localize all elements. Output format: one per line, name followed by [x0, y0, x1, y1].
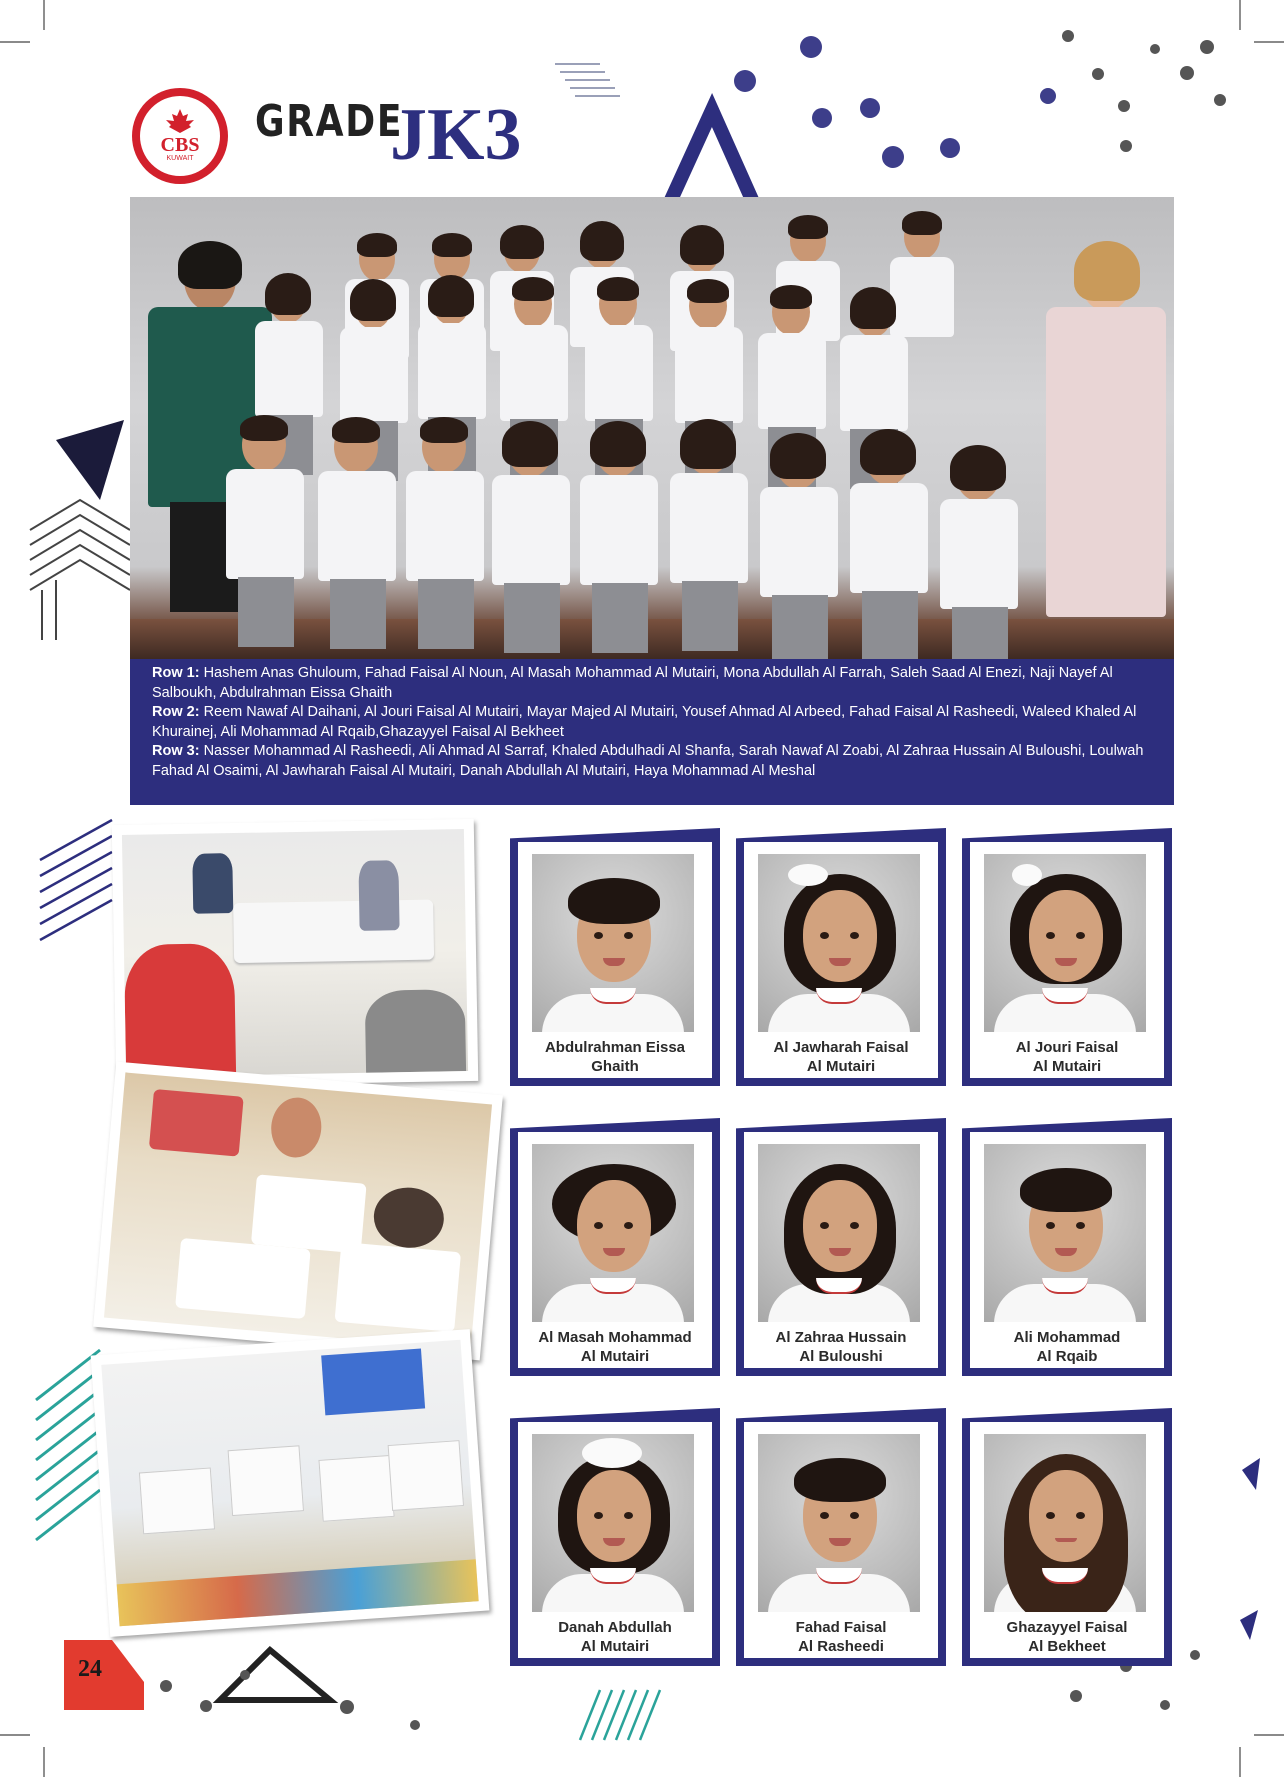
deco-dot	[240, 1670, 250, 1680]
deco-dot	[1160, 1700, 1170, 1710]
deco-dot	[1180, 66, 1194, 80]
deco-dot	[340, 1700, 354, 1714]
activity-photo-drawing	[112, 819, 479, 1087]
deco-dot	[1150, 44, 1160, 54]
student-portrait	[984, 1144, 1146, 1322]
student-portrait-card	[736, 1408, 946, 1666]
student-portrait	[758, 854, 920, 1032]
student-name: Ghazayyel Faisal Al Bekheet	[1006, 1619, 1128, 1655]
student-portrait-card	[736, 828, 946, 1086]
deco-dot	[812, 108, 832, 128]
deco-dot	[160, 1680, 172, 1692]
page-number: 24	[78, 1656, 102, 1682]
student-name: Al Zahraa Hussain Al Buloushi	[775, 1329, 907, 1365]
logo-text: CBS	[160, 134, 200, 156]
activity-photo-artwork	[91, 1329, 490, 1637]
student-name: Al Jouri Faisal Al Mutairi	[1015, 1039, 1119, 1075]
deco-dot	[882, 146, 904, 168]
grade-title: JK3	[390, 94, 522, 176]
deco-dot	[1092, 68, 1104, 80]
student-name: Danah Abdullah Al Mutairi	[558, 1619, 672, 1655]
logo-subtext: KUWAIT	[166, 155, 194, 162]
student-portrait-card	[962, 828, 1172, 1086]
school-logo	[132, 88, 228, 184]
class-group-photo	[130, 197, 1174, 659]
student-portrait-card	[962, 1408, 1172, 1666]
student-name: Al Masah Mohammad Al Mutairi	[538, 1329, 692, 1365]
deco-dot	[1190, 1650, 1200, 1660]
student-portrait	[532, 1434, 694, 1612]
deco-dot	[1200, 40, 1214, 54]
student-portrait-card	[510, 1408, 720, 1666]
student-portrait-card	[962, 1118, 1172, 1376]
student-portrait-card	[736, 1118, 946, 1376]
caption-row-1: Row 1: Hashem Anas Ghuloum, Fahad Faisal Al Noun, Al Masah Mohammad Al Mutairi, Mona Abdullah Al Farrah, Saleh Saad Al Enezi, Naji Nayef Al Salboukh, Abdulrahman Eissa Ghaith	[152, 665, 1113, 701]
deco-dot	[200, 1700, 212, 1712]
deco-dot	[1214, 94, 1226, 106]
student-name: Fahad Faisal Al Rasheedi	[795, 1619, 887, 1655]
student-portrait	[984, 1434, 1146, 1612]
student-name: Abdulrahman Eissa Ghaith	[544, 1039, 686, 1075]
deco-dot	[1118, 100, 1130, 112]
student-name: Ali Mohammad Al Rqaib	[1013, 1329, 1121, 1365]
student-name: Al Jawharah Faisal Al Mutairi	[773, 1039, 909, 1075]
deco-dot	[800, 36, 822, 58]
deco-dot	[1070, 1690, 1082, 1702]
student-portrait	[532, 1144, 694, 1322]
deco-dot	[734, 70, 756, 92]
student-portrait-card	[510, 1118, 720, 1376]
student-portrait	[758, 1434, 920, 1612]
student-portrait	[532, 854, 694, 1032]
deco-dot	[1062, 30, 1074, 42]
deco-dot	[1040, 88, 1056, 104]
activity-photo-matching	[93, 1062, 503, 1361]
student-portrait	[984, 854, 1146, 1032]
deco-dot	[410, 1720, 420, 1730]
student-portrait-card	[510, 828, 720, 1086]
maple-leaf-icon	[163, 109, 197, 135]
deco-dot	[860, 98, 880, 118]
caption-row-3: Row 3: Nasser Mohammad Al Rasheedi, Ali Ahmad Al Sarraf, Khaled Abdulhadi Al Shanfa, Sarah Nawaf Al Zoabi, Al Zahraa Hussain Al Buloushi, Loulwah Fahad Al Osaimi, Al Jawharah Faisal Al Mutairi, Danah Abdullah Al Mutairi, Haya Mohammad Al Meshal	[152, 743, 1144, 779]
grade-label: GRADE	[255, 96, 404, 147]
caption-row-2: Row 2: Reem Nawaf Al Daihani, Al Jouri Faisal Al Mutairi, Mayar Majed Al Mutairi, Yousef Ahmad Al Arbeed, Fahad Faisal Al Rasheedi, Waleed Khaled Al Khurainej, Ali Mohammad Al Rqaib,Ghazayyel Faisal Al Bekheet	[152, 704, 1137, 740]
class-photo-caption	[130, 659, 1174, 805]
deco-dot	[940, 138, 960, 158]
student-portrait	[758, 1144, 920, 1322]
deco-dot	[1120, 140, 1132, 152]
